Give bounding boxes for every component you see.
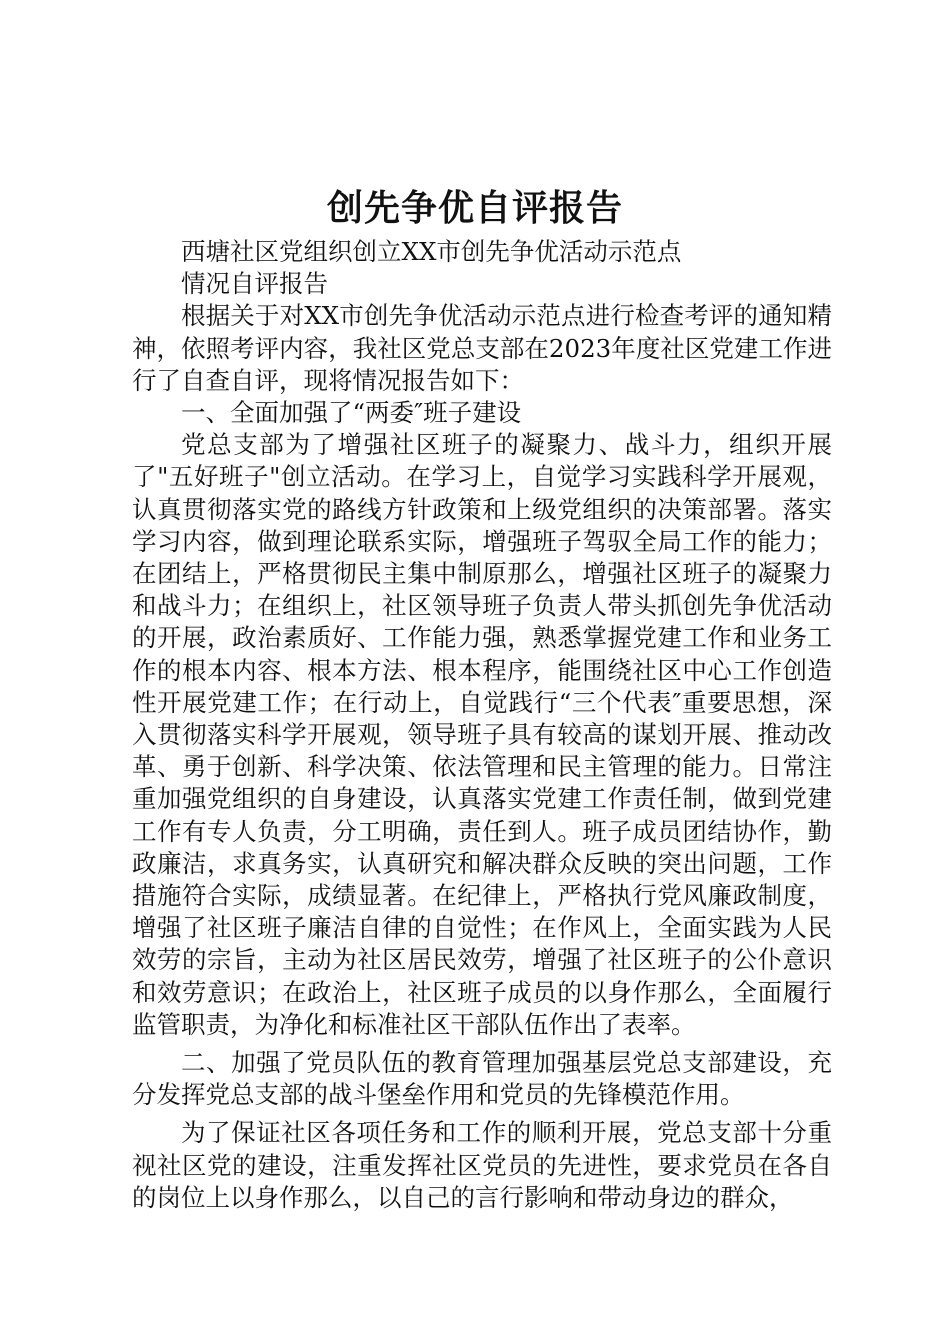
document-title: 创先争优自评报告 [326, 187, 623, 229]
intro-paragraph: 根据关于对XX市创先争优活动示范点进行检查考评的通知精神，依照考评内容，我社区党总支部在2023年度社区党建工作进行了自查自评，现将情况报告如下： [132, 301, 832, 395]
section-heading-1: 一、全面加强了“两委″班子建设 [181, 398, 522, 428]
subtitle-line-1: 西塘社区党组织创立XX市创先争优活动示范点 [181, 237, 682, 266]
section-heading-2: 二、加强了党员队伍的教育管理加强基层党总支部建设，充分发挥党总支部的战斗堡垒作用和党员的先锋模范作用。 [132, 1048, 832, 1110]
section-2-paragraph: 为了保证社区各项任务和工作的顺利开展，党总支部十分重视社区党的建设，注重发挥社区党员的先进性，要求党员在各自的岗位上以身作那么，以自己的言行影响和带动身边的群众， [132, 1118, 832, 1212]
section-1-paragraph: 党总支部为了增强社区班子的凝聚力、战斗力，组织开展了"五好班子"创立活动。在学习上，自觉学习实践科学开展观，认真贯彻落实党的路线方针政策和上级党组织的决策部署。落实学习内容，做到理论联系实际，增强班子驾驭全局工作的能力；在团结上，严格贯彻民主集中制原那么，增强社区班子的凝聚力和战斗力；在组织上，社区领导班子负责人带头抓创先争优活动的开展，政治素质好、工作能力强，熟悉掌握党建工作和业务工作的根本内容、根本方法、根本程序，能围绕社区中心工作创造性开展党建工作；在行动上，自觉践行“三个代表″重要思想，深入贯彻落实科学开展观，领导班子具有较高的谋划开展、推动改革、勇于创新、科学决策、依法管理和民主管理的能力。日常注重加强党组织的自身建设，认真落实党建工作责任制，做到党建工作有专人负责，分工明确，责任到人。班子成员团结协作，勤政廉洁，求真务实，认真研究和解决群众反映的突出问题，工作措施符合实际，成绩显著。在纪律上，严格执行党风廉政制度，增强了社区班子廉洁自律的自觉性；在作风上，全面实践为人民效劳的宗旨，主动为社区居民效劳，增强了社区班子的公仆意识和效劳意识；在政治上，社区班子成员的以身作那么，全面履行监管职责，为净化和标准社区干部队伍作出了表率。 [132, 430, 832, 1039]
document-body [132, 236, 832, 1214]
subtitle-line-2: 情况自评报告 [181, 269, 328, 299]
